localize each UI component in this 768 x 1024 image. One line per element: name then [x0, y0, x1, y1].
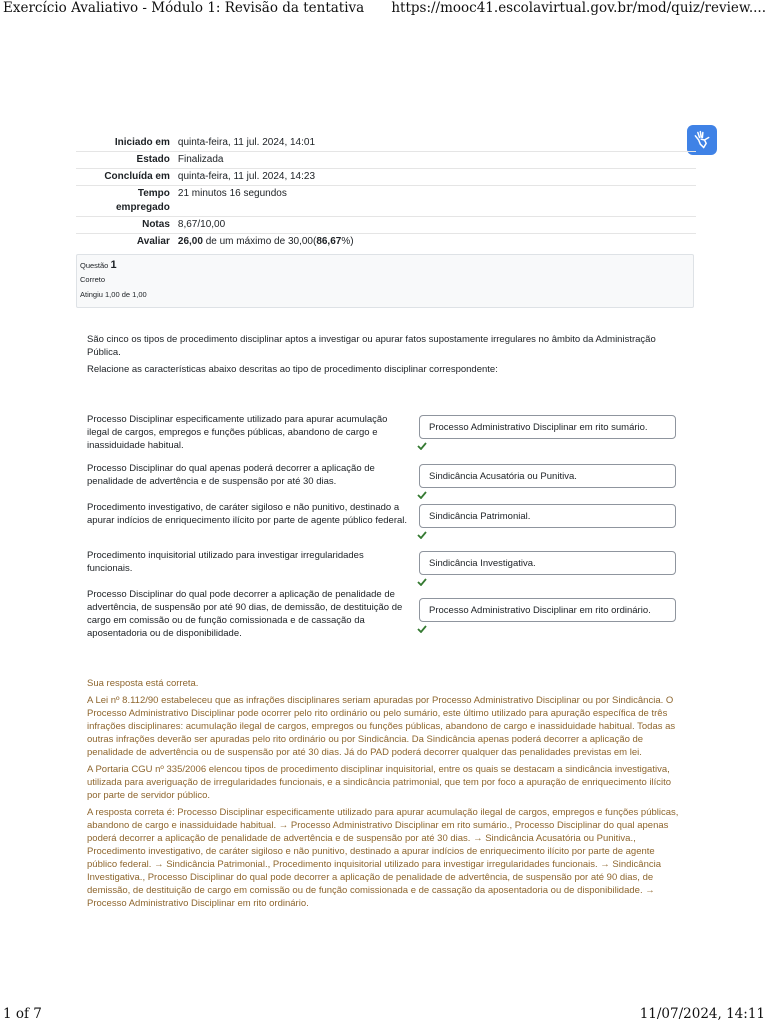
print-datetime: 11/07/2024, 14:11: [639, 1006, 765, 1022]
question-paragraph: São cinco os tipos de procedimento disciplinar aptos a investigar ou apurar fatos supostamente irregulares no âmbito da Administração Pública.: [87, 334, 656, 358]
feedback-correct-answer: A resposta correta é: Processo Disciplinar especificamente utilizado para apurar acumulação ilegal de cargos, empregos e funções públicas, abandono de cargo e inassiduidade habitual. → Processo Administrativo Disciplinar em rito sumário., Processo Disciplinar do qual apenas poderá decorrer a aplicação de penalidade de advertência e de suspensão por até 30 dias. → Sindicância Acusatória ou Punitiva., Procedimento investigativo, de caráter sigiloso e não punitivo, destinado a apurar indícios de enriquecimento ilícito por parte de agente público federal. → Sindicância Patrimonial., Procedimento inquisitorial utilizado para investigar irregularidades funcionais. → Sindicância Investigativa., Processo Disciplinar do qual pode decorrer a aplicação de penalidade de advertência, de suspensão por até 90 dias, de demissão, de destituição de cargo em comissão ou de função comissionada e de cassação da aposentadoria ou de disponibilidade. → Processo Administrativo Disciplinar em rito ordinário.: [87, 807, 679, 909]
question-state: Correto: [80, 275, 106, 284]
match-answer-select[interactable]: Sindicância Acusatória ou Punitiva.: [419, 464, 676, 488]
summary-row-time: [76, 186, 696, 217]
page-url: https://mooc41.escolavirtual.gov.br/mod/quiz/review....: [391, 0, 766, 16]
question-number: [80, 259, 690, 272]
match-answer-select[interactable]: Processo Administrativo Disciplinar em rito ordinário.: [419, 598, 676, 622]
summary-value: [174, 234, 696, 251]
question-number-value: 1: [110, 259, 117, 271]
summary-label: Avaliar: [76, 234, 174, 251]
feedback-result: Sua resposta está correta.: [87, 678, 199, 689]
summary-label: Iniciado em: [114, 137, 170, 148]
match-stem: Processo Disciplinar do qual pode decorrer a aplicação de penalidade de advertência, de suspensão por até 90 dias, de demissão, de destituição de cargo em comissão ou de função comissionada e de cassação da aposentadoria ou de disponibilidade.: [87, 589, 403, 639]
match-answer-select[interactable]: Sindicância Investigativa.: [419, 551, 676, 575]
match-answer-select[interactable]: Processo Administrativo Disciplinar em rito sumário.: [419, 415, 676, 439]
summary-value: quinta-feira, 11 jul. 2024, 14:01: [177, 137, 316, 148]
feedback-box: [87, 677, 687, 914]
match-stem: Processo Disciplinar do qual apenas poderá decorrer a aplicação de penalidade de advertência e de suspensão por até 30 dias.: [87, 463, 375, 487]
grade-end-text: %): [341, 236, 354, 247]
summary-row-grade: [76, 234, 696, 251]
attempt-summary-table: [76, 135, 696, 250]
grade-mid-text: de um máximo de 30,00(: [202, 236, 317, 247]
summary-value: Finalizada: [174, 152, 696, 169]
summary-value: quinta-feira, 11 jul. 2024, 14:23: [174, 169, 696, 186]
match-answer-select[interactable]: Sindicância Patrimonial.: [419, 504, 676, 528]
summary-row-state: [76, 152, 696, 169]
question-instruction: Relacione as características abaixo descritas ao tipo de procedimento disciplinar correspondente:: [87, 364, 498, 375]
check-icon: [417, 491, 429, 501]
match-stem: Processo Disciplinar especificamente utilizado para apurar acumulação ilegal de cargos, empregos e funções públicas, abandono de cargo e inassiduidade habitual.: [87, 414, 388, 451]
page-count: 1 of 7: [3, 1006, 42, 1022]
question-info-box: [76, 254, 694, 308]
summary-label: Estado: [76, 152, 174, 169]
feedback-paragraph: A Lei nº 8.112/90 estabeleceu que as infrações disciplinares seriam apuradas por Processo Administrativo Disciplinar ou por Sindicância. O Processo Administrativo Disciplinar pode ocorrer pelo rito ordinário ou pelo sumário, este último utilizado para apuração específica de três infrações disciplinares: acumulação ilegal de cargos, empregos ou funções públicas, abandono de cargo e inassiduidade habitual. Todas as outras infrações deverão ser apuradas pelo rito ordinário ou por Sindicância. Da Sindicância apenas poderá decorrer a aplicação de penalidade de advertência ou de suspensão por até 30 dias. Já do PAD poderá decorrer qualquer das penalidades previstas em lei.: [87, 695, 676, 758]
question-grade: Atingiu 1,00 de 1,00: [80, 290, 147, 299]
summary-row-marks: [76, 217, 696, 234]
summary-label: Tempo empregado: [76, 186, 174, 217]
question-prefix: Questão: [80, 261, 109, 270]
summary-label: Concluída em: [76, 169, 174, 186]
summary-row-completed: [76, 169, 696, 186]
question-text: [87, 333, 687, 380]
page-title: Exercício Avaliativo - Módulo 1: Revisão da tentativa: [3, 0, 365, 16]
grade-score: 26,00: [177, 236, 203, 247]
feedback-paragraph: A Portaria CGU nº 335/2006 elencou tipos de procedimento disciplinar inquisitorial, entre os quais se destacam a sindicância investigativa, utilizada para averiguação de irregularidades funcionais, e a sindicância patrimonial, que tem por foco a apuração de enriquecimento ilícito por parte de servidor público.: [87, 764, 672, 801]
check-icon: [417, 625, 429, 635]
summary-value: 8,67/10,00: [174, 217, 696, 234]
summary-value: 21 minutos 16 segundos: [174, 186, 696, 217]
print-header: [0, 0, 768, 20]
match-stem: Procedimento investigativo, de caráter sigiloso e não punitivo, destinado a apurar indícios de enriquecimento ilícito por parte de agente público federal.: [87, 502, 408, 526]
print-footer: [0, 1004, 768, 1024]
match-stem: Procedimento inquisitorial utilizado para investigar irregularidades funcionais.: [87, 550, 364, 574]
check-icon: [417, 442, 429, 452]
check-icon: [417, 531, 429, 541]
check-icon: [417, 578, 429, 588]
summary-label: Notas: [76, 217, 174, 234]
grade-percent: 86,67: [316, 236, 342, 247]
summary-row-started: [76, 135, 696, 152]
